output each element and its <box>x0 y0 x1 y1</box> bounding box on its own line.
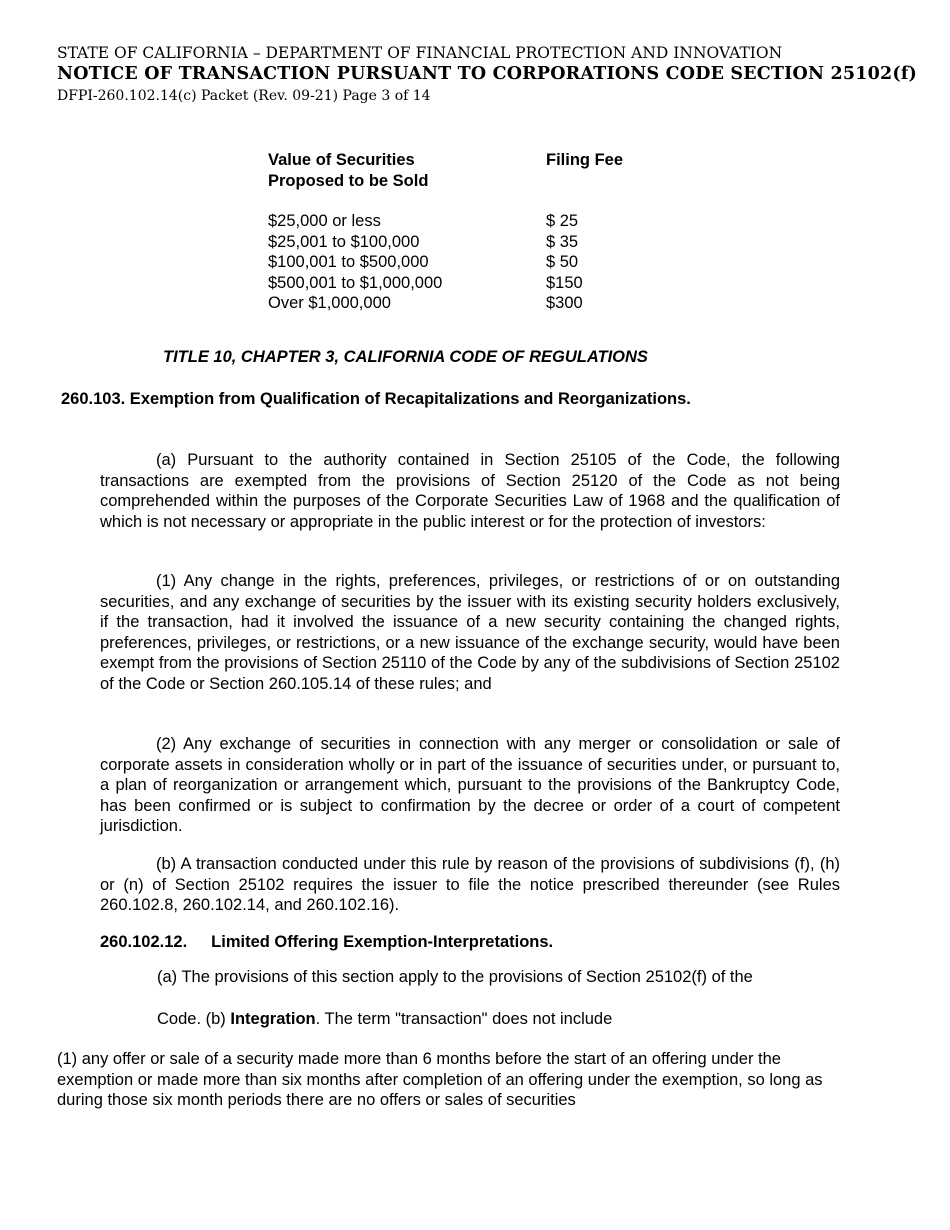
paragraph-12-a: (a) The provisions of this section apply to the provisions of Section 25102(f) of the <box>157 968 753 986</box>
paragraph-2-text: (2) Any exchange of securities in connection with any merger or consolidation or sale of corporate assets in consideration wholly or in part of the issuance of securities under, or pursuant to, a plan of reorganization or arrangement which, pursuant to the provisions of the Bankruptcy Code, has been confirmed or is subject to confirmation by the decree or order of a court of competent jurisdiction. <box>100 735 840 836</box>
section-number: 260.102.12. <box>100 933 188 951</box>
form-title: NOTICE OF TRANSACTION PURSUANT TO CORPORATIONS CODE SECTION 25102(f) <box>57 64 918 84</box>
form-id-line: DFPI-260.102.14(c) Packet (Rev. 09-21) Page 3 of 14 <box>57 88 431 104</box>
section-260-102-12-heading <box>100 932 553 953</box>
section-260-103-heading: 260.103. Exemption from Qualification of Recapitalizations and Reorganizations. <box>61 390 691 408</box>
paragraph-b <box>100 854 840 916</box>
fee-column-header: Filing Fee <box>546 151 624 169</box>
section-title: Limited Offering Exemption-Interpretations. <box>211 933 554 951</box>
fee-amount: $ 50 <box>546 253 579 271</box>
paragraph-12-b <box>157 1009 612 1030</box>
integration-term: Integration <box>230 1010 316 1028</box>
paragraph-1 <box>100 571 840 695</box>
paragraph-2 <box>100 734 840 837</box>
paragraph-a-text: (a) Pursuant to the authority contained in Section 25105 of the Code, the following transactions are exempted from the provisions of Section 25120 of the Code as not being comprehended within the purposes of the Corporate Securities Law of 1968 and the qualification of which is not necessary or appropriate in the public interest or for the protection of investors: <box>100 451 840 531</box>
fee-amount: $150 <box>546 274 583 292</box>
fee-amount: $ 25 <box>546 212 579 230</box>
regulations-title: TITLE 10, CHAPTER 3, CALIFORNIA CODE OF REGULATIONS <box>163 348 648 366</box>
value-range: $25,001 to $100,000 <box>268 233 420 251</box>
value-range: Over $1,000,000 <box>268 294 391 312</box>
paragraph-12-1: (1) any offer or sale of a security made more than 6 months before the start of an offering under the exemption or made more than six months after completion of an offering under the exemption, so long as during those six month periods there are no offers or sales of securities <box>57 1050 823 1110</box>
value-column-header-line2: Proposed to be Sold <box>268 172 429 190</box>
value-range: $25,000 or less <box>268 212 381 230</box>
paragraph-1-text: (1) Any change in the rights, preferences, privileges, or restrictions of or on outstanding securities, and any exchange of securities by the issuer with its existing security holders exclusively, if the transaction, had it involved the issuance of a new security containing the changed rights, preferences, privileges, or restrictions, or a new issuance of the exchange security, would have been exempt from the provisions of Section 25110 of the Code by any of the subdivisions of Section 25102 of the Code or Section 260.105.14 of these rules; and <box>100 572 840 693</box>
paragraph-12-b-suffix: . The term "transaction" does not include <box>315 1010 613 1028</box>
agency-line: STATE OF CALIFORNIA – DEPARTMENT OF FINANCIAL PROTECTION AND INNOVATION <box>57 44 783 62</box>
value-range: $500,001 to $1,000,000 <box>268 274 443 292</box>
paragraph-a <box>100 450 840 532</box>
fee-amount: $300 <box>546 294 583 312</box>
paragraph-b-text: (b) A transaction conducted under this rule by reason of the provisions of subdivisions (f), (h) or (n) of Section 25102 requires the issuer to file the notice prescribed thereunder (see Rules 260.102.8, 260.102.14, and 260.102.16). <box>100 855 840 915</box>
value-column-header-line1: Value of Securities <box>268 151 415 169</box>
fee-amount: $ 35 <box>546 233 579 251</box>
value-range: $100,001 to $500,000 <box>268 253 429 271</box>
paragraph-12-b-prefix: Code. (b) <box>157 1010 231 1028</box>
